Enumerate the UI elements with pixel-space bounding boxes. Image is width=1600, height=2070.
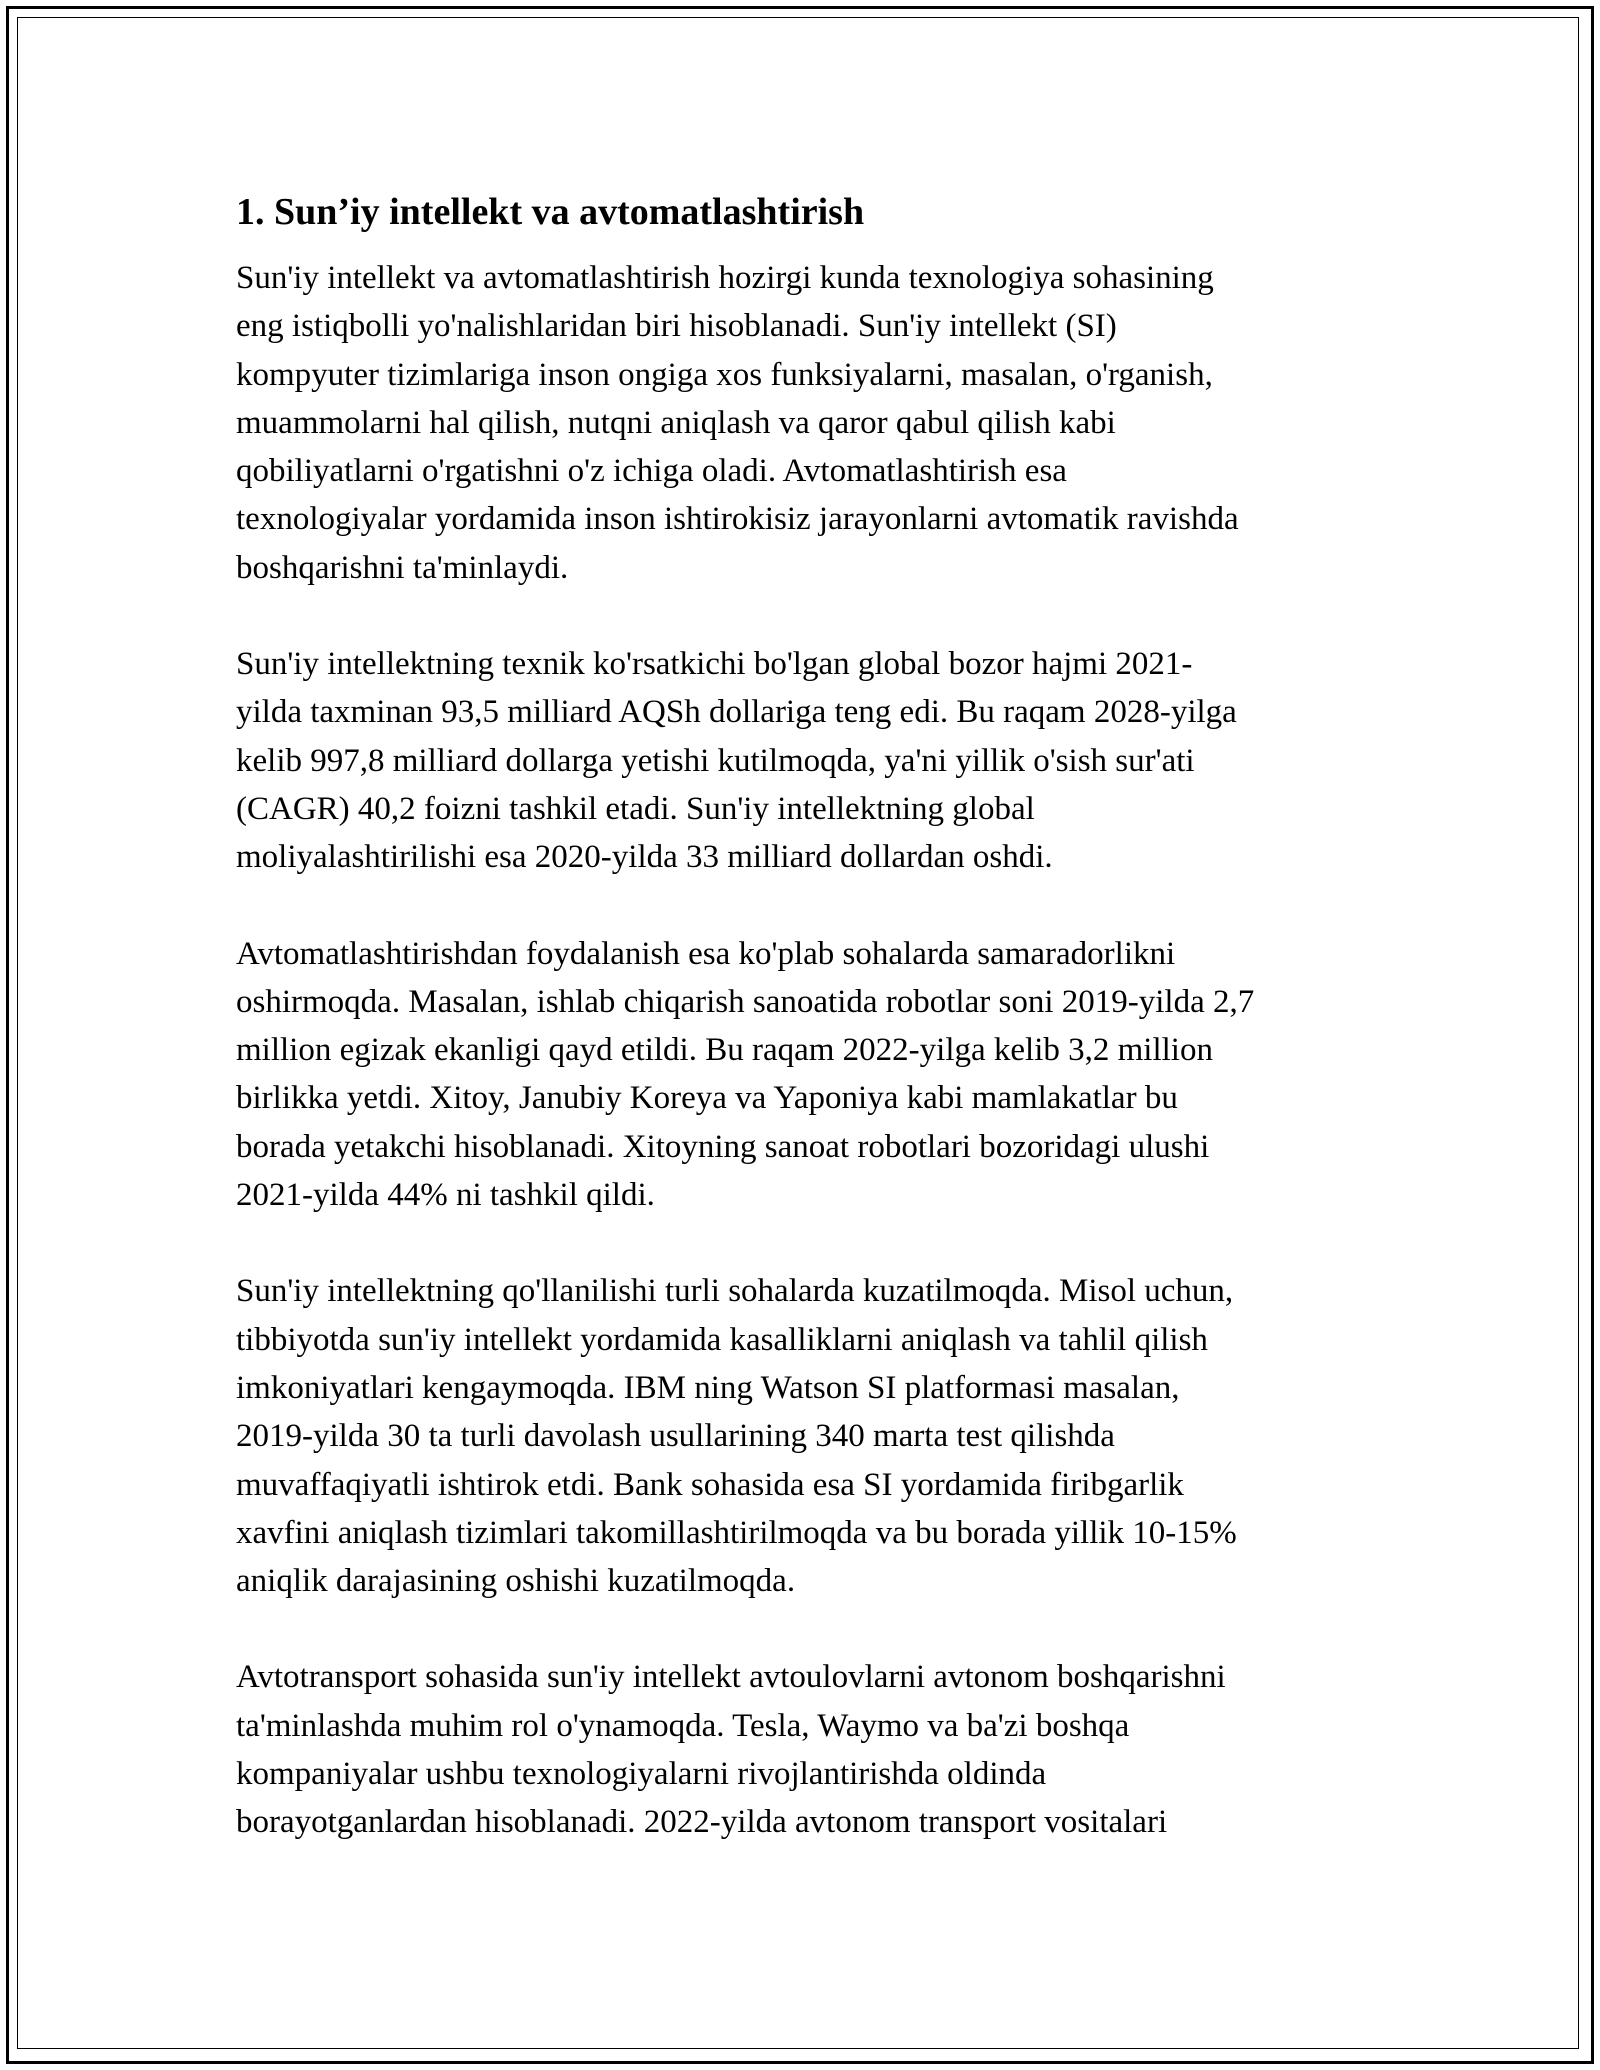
text-line: 2019-yilda 30 ta turli davolash usullarining 340 marta test qilishda [236,1418,1115,1455]
text-line: (CAGR) 40,2 foizni tashkil etadi. Sun'iy intellektning global [236,790,1035,827]
paragraph [236,640,1376,881]
text-line: muvaffaqiyatli ishtirok etdi. Bank sohasida esa SI yordamida firibgarlik [236,1466,1184,1503]
text-line: qobiliyatlarni o'rgatishni o'z ichiga oladi. Avtomatlashtirish esa [236,453,1067,490]
text-line: eng istiqbolli yo'nalishlaridan biri hisoblanadi. Sun'iy intellekt (SI) [236,308,1117,345]
text-line: kompyuter tizimlariga inson ongiga xos funksiyalarni, masalan, o'rganish, [236,356,1213,393]
text-line: moliyalashtirilishi esa 2020-yilda 33 milliard dollardan oshdi. [236,839,1053,876]
text-line: boshqarishni ta'minlaydi. [236,549,569,586]
text-line: 2021-yilda 44% ni tashkil qildi. [236,1177,655,1214]
text-line: borada yetakchi hisoblanadi. Xitoyning sanoat robotlari bozoridagi ulushi [236,1128,1210,1165]
section-heading: 1. Sun’iy intellekt va avtomatlashtirish [236,191,865,233]
text-line: tibbiyotda sun'iy intellekt yordamida kasalliklarni aniqlash va tahlil qilish [236,1321,1208,1358]
paragraph [236,930,1376,1220]
text-line: Sun'iy intellektning texnik ko'rsatkichi bo'lgan global bozor hajmi 2021- [236,646,1193,683]
text-line: aniqlik darajasining oshishi kuzatilmoqda. [236,1563,796,1600]
paragraph [236,254,1376,592]
text-line: Sun'iy intellekt va avtomatlashtirish hozirgi kunda texnologiya sohasining [236,260,1214,296]
text-line: texnologiyalar yordamida inson ishtirokisiz jarayonlarni avtomatik ravishda [236,501,1239,538]
text-line: oshirmoqda. Masalan, ishlab chiqarish sanoatida robotlar soni 2019-yilda 2,7 [236,983,1255,1020]
paragraph [236,1267,1376,1605]
text-line: ta'minlashda muhim rol o'ynamoqda. Tesla, Waymo va ba'zi boshqa [236,1707,1130,1744]
text-line: Sun'iy intellektning qo'llanilishi turli sohalarda kuzatilmoqda. Misol uchun, [236,1273,1234,1310]
text-line: birlikka yetdi. Xitoy, Janubiy Koreya va Yaponiya kabi mamlakatlar bu [236,1080,1178,1117]
text-line: Avtomatlashtirishdan foydalanish esa ko'plab sohalarda samaradorlikni [236,935,1176,972]
paragraph [236,1653,1376,1846]
text-line: million egizak ekanligi qayd etildi. Bu raqam 2022-yilga kelib 3,2 million [236,1032,1213,1069]
text-line: borayotganlardan hisoblanadi. 2022-yilda avtonom transport vositalari [236,1804,1168,1841]
text-line: kelib 997,8 milliard dollarga yetishi kutilmoqda, ya'ni yillik o'sish sur'ati [236,742,1195,779]
text-line: xavfini aniqlash tizimlari takomillashtirilmoqda va bu borada yillik 10-15% [236,1514,1237,1551]
text-line: imkoniyatlari kengaymoqda. IBM ning Watson SI platformasi masalan, [236,1369,1180,1406]
document-body [236,186,1376,1847]
text-line: yilda taxminan 93,5 milliard AQSh dollariga teng edi. Bu raqam 2028-yilga [236,694,1237,731]
text-line: kompaniyalar ushbu texnologiyalarni rivojlantirishda oldinda [236,1756,1047,1793]
text-line: muammolarni hal qilish, nutqni aniqlash va qaror qabul qilish kabi [236,404,1116,441]
text-line: Avtotransport sohasida sun'iy intellekt avtoulovlarni avtonom boshqarishni [236,1659,1226,1696]
paragraph-list [236,254,1376,1847]
